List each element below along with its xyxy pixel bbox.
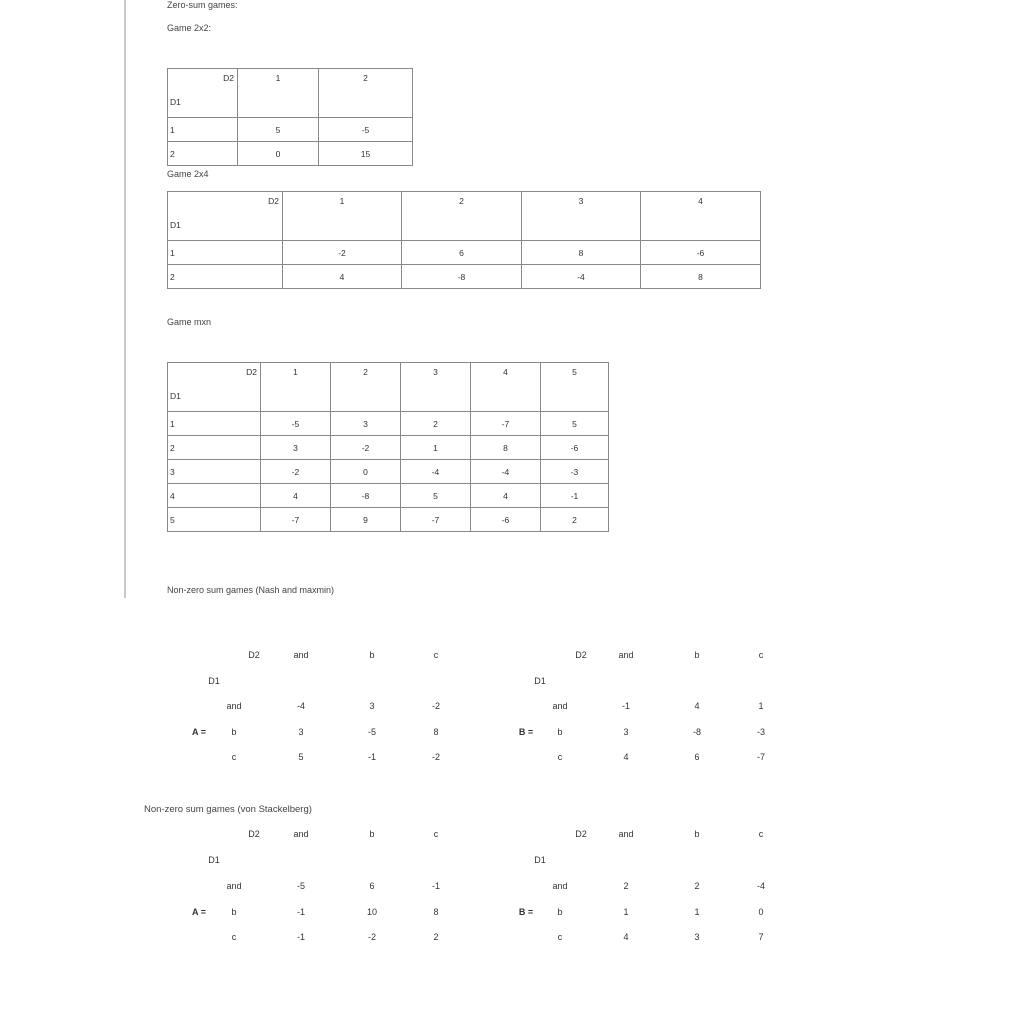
payoff-cell: 3 [298,727,304,737]
column-header: b [369,829,375,839]
payoff-cell: 0 [758,907,764,917]
payoff-cell: 2 [623,881,629,891]
column-header: 1 [283,192,402,241]
d2-label: D2 [248,650,260,660]
payoff-cell: 5 [298,752,304,762]
heading-stackelberg: Non-zero sum games (von Stackelberg) [144,804,312,815]
payoff-cell: 8 [433,907,439,917]
payoff-cell: -6 [471,508,541,532]
payoff-cell: -1 [621,701,631,711]
left-margin-rule [124,0,126,598]
payoff-cell: 4 [623,752,629,762]
column-header: and [618,650,634,660]
payoff-cell: 6 [694,752,700,762]
payoff-cell: -6 [641,241,761,265]
row-label: 3 [168,460,261,484]
d2-label: D2 [248,829,260,839]
payoff-cell: -5 [367,727,377,737]
payoff-cell: -4 [756,881,766,891]
payoff-cell: 7 [758,932,764,942]
column-header: 2 [319,69,413,118]
payoff-cell: 5 [541,412,609,436]
d1-label: D1 [170,391,181,401]
row-label: and [226,881,242,891]
d2-label: D2 [268,196,279,206]
payoff-cell: -8 [331,484,401,508]
game-2x4-table [167,191,761,289]
table-row [168,142,413,166]
row-label: 5 [168,508,261,532]
table-corner [168,363,261,412]
payoff-cell: -8 [692,727,702,737]
table-row [168,484,609,508]
column-header: c [758,829,764,839]
row-label: 2 [168,436,261,460]
payoff-cell: -6 [541,436,609,460]
column-header: c [433,829,439,839]
d2-label: D2 [246,367,257,377]
row-label: b [231,727,237,737]
column-header: 4 [471,363,541,412]
column-header: 2 [402,192,522,241]
column-header: b [369,650,375,660]
payoff-cell: -2 [367,932,377,942]
heading-zero-sum: Zero-sum games: [167,0,238,10]
payoff-cell: -2 [431,752,441,762]
column-header: c [433,650,439,660]
table-row [168,241,761,265]
payoff-cell: -4 [471,460,541,484]
payoff-cell: -1 [296,907,306,917]
payoff-cell: 5 [238,118,319,142]
d1-label: D1 [534,676,546,686]
matrix-a-label: A = [192,727,206,737]
payoff-cell: 4 [694,701,700,711]
payoff-cell: 1 [758,701,764,711]
payoff-cell: 2 [401,412,471,436]
row-label: 1 [168,412,261,436]
column-header: 1 [261,363,331,412]
column-header: 3 [522,192,641,241]
row-label: 1 [168,241,283,265]
d2-label: D2 [575,829,587,839]
row-label: c [557,932,563,942]
matrix-a-label: A = [192,907,206,917]
payoff-cell: -4 [296,701,306,711]
payoff-cell: -5 [296,881,306,891]
payoff-cell: -7 [756,752,766,762]
column-header: 2 [331,363,401,412]
payoff-cell: -7 [401,508,471,532]
payoff-cell: 8 [522,241,641,265]
payoff-cell: 10 [366,907,378,917]
row-label: 2 [168,142,238,166]
payoff-cell: 6 [369,881,375,891]
game-mxn-table [167,362,609,532]
payoff-cell: 3 [623,727,629,737]
payoff-cell: -3 [756,727,766,737]
row-label: and [552,881,568,891]
payoff-cell: 0 [238,142,319,166]
table-row [168,118,413,142]
column-header: b [694,650,700,660]
payoff-cell: -1 [296,932,306,942]
payoff-cell: 4 [471,484,541,508]
column-header: and [618,829,634,839]
game-2x2-table [167,68,413,166]
payoff-cell: 5 [401,484,471,508]
table-corner [168,192,283,241]
payoff-cell: 8 [471,436,541,460]
payoff-cell: 2 [433,932,439,942]
d2-label: D2 [223,73,234,83]
d1-label: D1 [170,220,181,230]
column-header: and [293,829,309,839]
d2-label: D2 [575,650,587,660]
payoff-cell: -2 [331,436,401,460]
row-label: b [557,727,563,737]
matrix-b-label: B = [518,727,534,737]
table-row [168,436,609,460]
payoff-cell: -1 [541,484,609,508]
heading-game-2x4: Game 2x4 [167,169,209,179]
row-label: c [557,752,563,762]
matrix-b-label: B = [518,907,534,917]
payoff-cell: 3 [331,412,401,436]
column-header: 3 [401,363,471,412]
table-row [168,460,609,484]
payoff-cell: 4 [623,932,629,942]
payoff-cell: 2 [541,508,609,532]
heading-game-2x2: Game 2x2: [167,23,212,33]
d1-label: D1 [534,855,546,865]
payoff-cell: -5 [261,412,331,436]
payoff-cell: -8 [402,265,522,289]
row-label: 4 [168,484,261,508]
payoff-cell: -5 [319,118,413,142]
payoff-cell: 2 [694,881,700,891]
d1-label: D1 [208,855,220,865]
heading-nash: Non-zero sum games (Nash and maxmin) [167,585,335,595]
column-header: 1 [238,69,319,118]
payoff-cell: 9 [331,508,401,532]
payoff-cell: -2 [431,701,441,711]
payoff-cell: 1 [401,436,471,460]
row-label: and [226,701,242,711]
payoff-cell: -2 [283,241,402,265]
payoff-cell: -7 [471,412,541,436]
table-corner [168,69,238,118]
payoff-cell: 0 [331,460,401,484]
payoff-cell: -3 [541,460,609,484]
payoff-cell: 3 [261,436,331,460]
payoff-cell: 3 [694,932,700,942]
payoff-cell: -4 [401,460,471,484]
payoff-cell: 15 [319,142,413,166]
table-row [168,508,609,532]
column-header: 5 [541,363,609,412]
payoff-cell: 8 [433,727,439,737]
heading-game-mxn: Game mxn [167,317,212,327]
row-label: b [557,907,563,917]
column-header: 4 [641,192,761,241]
table-row [168,265,761,289]
column-header: c [758,650,764,660]
row-label: c [231,752,237,762]
row-label: and [552,701,568,711]
payoff-cell: -7 [261,508,331,532]
payoff-cell: -1 [367,752,377,762]
row-label: c [231,932,237,942]
payoff-cell: 1 [623,907,629,917]
payoff-cell: 3 [369,701,375,711]
d1-label: D1 [208,676,220,686]
column-header: b [694,829,700,839]
payoff-cell: 1 [694,907,700,917]
column-header: and [293,650,309,660]
row-label: 2 [168,265,283,289]
row-label: b [231,907,237,917]
payoff-cell: 4 [283,265,402,289]
d1-label: D1 [170,97,181,107]
payoff-cell: 6 [402,241,522,265]
payoff-cell: -4 [522,265,641,289]
row-label: 1 [168,118,238,142]
payoff-cell: -1 [431,881,441,891]
payoff-cell: 8 [641,265,761,289]
payoff-cell: -2 [261,460,331,484]
table-row [168,412,609,436]
payoff-cell: 4 [261,484,331,508]
